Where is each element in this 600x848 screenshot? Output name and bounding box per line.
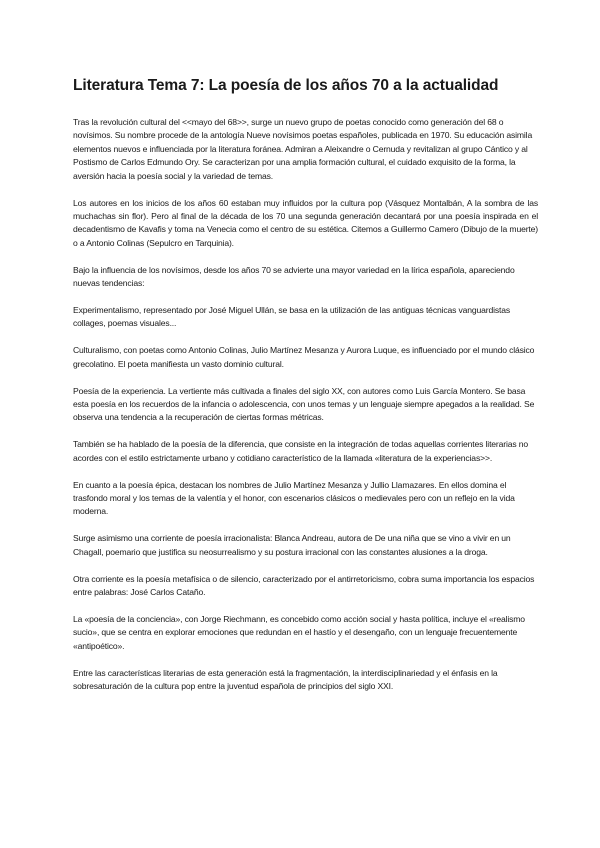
document-title: Literatura Tema 7: La poesía de los años 70 a la actualidad <box>73 77 499 94</box>
paragraph-conciencia: La «poesía de la conciencia», con Jorge Riechmann, es concebido como acción social y hasta política, incluye el «realismo sucio», que se centra en explorar emociones que redundan en el hastío y el desengaño, con un lenguaje frecuentemente «antipoético». <box>73 613 525 651</box>
paragraph-irracionalista: Surge asimismo una corriente de poesía irracionalista: Blanca Andreau, autora de De una niña que se vino a vivir en un Chagall, poemario que justifica su neosurrealismo y su postura irracional con las constantes alusiones a la droga. <box>73 533 511 557</box>
paragraph-tendencies: Bajo la influencia de los novísimos, desde los años 70 se advierte una mayor variedad en la lírica española, apareciendo nuevas tendencias: <box>73 264 515 289</box>
paragraph-experimentalismo: Experimentalismo, representado por José Miguel Ullán, se basa en la utilización de las antiguas técnicas vanguardistas collages, poemas visuales... <box>73 304 511 329</box>
paragraph-caracteristicas: Entre las características literarias de esta generación está la fragmentación, la interdisciplinariedad y el énfasis en la sobresaturación de la cultura pop entre la juventud española de principios del siglo XXI. <box>73 667 498 692</box>
paragraph-diferencia: También se ha hablado de la poesía de la diferencia, que consiste en la integración de todas aquellas corrientes literarias no acordes con el estilo estrictamente urbano y cotidiano característico de la llamada «literatura de la experiencias>>. <box>73 439 529 463</box>
paragraph-culturalismo: Culturalismo, con poetas como Antonio Colinas, Julio Martínez Mesanza y Aurora Luque, es influenciado por el mundo clásico grecolatino. El poeta manifiesta un vasto dominio cultural. <box>73 345 535 369</box>
paragraph-experiencia: Poesía de la experiencia. La vertiente más cultivada a finales del siglo XX, con autores como Luis García Montero. Se basa esta poesía en los recuerdos de la infancia o adolescencia, con unos temas y un lenguaje siempre apegados a la realidad. Se observa una tendencia a la recuperación de ciertas formas métricas. <box>73 385 535 423</box>
paragraph-intro: Tras la revolución cultural del <<mayo del 68>>, surge un nuevo grupo de poetas conocido como generación del 68 o novísimos. Su nombre procede de la antología Nueve novísimos poetas españoles, publicada en 1970. Su educación asimila elementos nuevos e influenciada por la literatura foránea. Admiran a Aleixandre o Cernuda y revitalizan al grupo Cántico y al Postismo de Carlos Edmundo Ory. Se caracterizan por una amplia formación cultural, el cuidado exquisito de la forma, la aversión hacia la poesía social y la variedad de temas. <box>73 117 533 181</box>
paragraph-metafisica: Otra corriente es la poesía metafísica o de silencio, caracterizado por el antirretoricismo, cobra suma importancia los espacios entre palabras: José Carlos Cataño. <box>73 573 535 598</box>
paragraph-authors: Los autores en los inicios de los años 60 estaban muy influidos por la cultura pop (Vásquez Montalbán, A la sombra de las muchachas sin flor). Pero al final de la década de los 70 una segunda generación decantará por una poesía inspirada en el decadentismo de Kavafis y toma na Venecia como el centro de su estética. Citemos a Guillermo Camero (Dibujo de la muerte) o a Antonio Colinas (Sepulcro en Tarquinia). <box>73 197 538 248</box>
paragraph-epica: En cuanto a la poesía épica, destacan los nombres de Julio Martínez Mesanza y Jullio Llamazares. En ellos domina el trasfondo moral y los temas de la valentía y el honor, con escenarios clásicos o medievales pero con un reflejo en la vida moderna. <box>73 479 515 517</box>
